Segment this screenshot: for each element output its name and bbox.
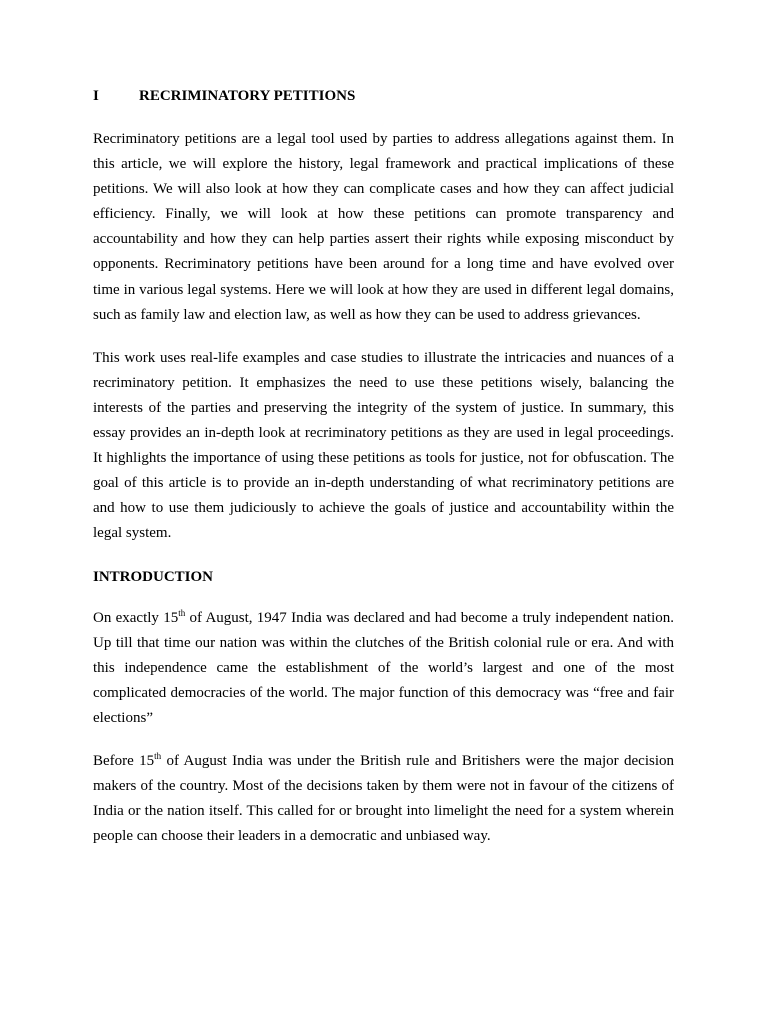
paragraph-intro-recriminatory: Recriminatory petitions are a legal tool used by parties to address allegations against them. In this article, we will explore the history, legal framework and practical implications of these petitions. We will also look at how they can complicate cases and how they can affect judicial efficiency. Finally, we will look at how these petitions can promote transparency and accountability and how they can help parties assert their rights while exposing misconduct by opponents. Recriminatory petitions have been around for a long time and have evolved over time in various legal systems. Here we will look at how they are used in different legal domains, such as family law and election law, as well as how they can be used to address grievances. (93, 131, 674, 323)
document-page (93, 86, 674, 849)
paragraph-case-studies: This work uses real-life examples and case studies to illustrate the intricacies and nuances of a recriminatory petition. It emphasizes the need to use these petitions wisely, balancing the interests of the parties and preserving the integrity of the system of justice. In summary, this essay provides an in-depth look at recriminatory petitions as they are used in legal proceedings. It highlights the importance of using these petitions as tools for justice, not for obfuscation. The goal of this article is to provide an in-depth understanding of what recriminatory petitions are and how to use them judiciously to achieve the goals of justice and accountability within the legal system. (93, 349, 674, 542)
paragraph-british-rule (93, 749, 674, 849)
paragraph-text: of August, 1947 India was declared and had become a truly independent nation. Up till that time our nation was within the clutches of the British colonial rule or era. And with this independence came the establishment of the world’s largest and one of the most complicated democracies of the world. The major function of this democracy was “free and fair elections” (93, 609, 674, 726)
section-title: RECRIMINATORY PETITIONS (139, 88, 356, 104)
paragraph-independence (93, 606, 674, 731)
ordinal-superscript: th (178, 607, 186, 618)
paragraph-text: Before 15 (93, 752, 155, 769)
section-heading-recriminatory-petitions (93, 86, 674, 106)
paragraph-text: On exactly 15 (93, 609, 179, 626)
section-heading-introduction: INTRODUCTION (93, 568, 214, 585)
paragraph-text: of August India was under the British rule and Britishers were the major decision makers of the country. Most of the decisions taken by them were not in favour of the citizens of India or the nation itself. This called for or brought into limelight the need for a system wherein people can choose their leaders in a democratic and unbiased way. (93, 752, 674, 845)
section-number: I (93, 88, 99, 104)
ordinal-superscript: th (154, 750, 162, 761)
